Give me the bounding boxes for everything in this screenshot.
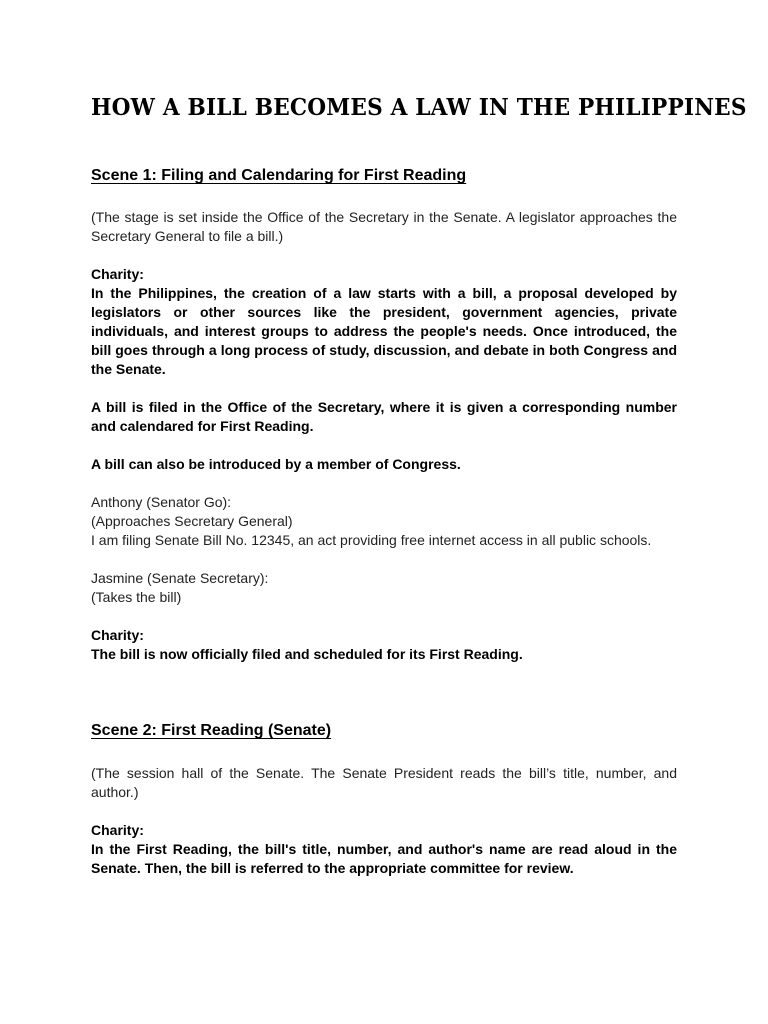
anthony-action: (Approaches Secretary General) — [91, 513, 293, 529]
jasmine-speaker-label: Jasmine (Senate Secretary): — [91, 570, 269, 586]
narrator-paragraph-congress: A bill can also be introduced by a member of Congress. — [91, 456, 461, 472]
narrator-paragraph-intro: In the Philippines, the creation of a law starts with a bill, a proposal developed by legislators or other sources like the president, government agencies, private individuals, and interest groups to address the people's needs. Once introduced, the bill goes through a long process of study, discussion, and debate in both Congress and the Senate. — [91, 285, 677, 377]
anthony-line: I am filing Senate Bill No. 12345, an act providing free internet access in all public schools. — [91, 532, 652, 548]
narrator-paragraph-filed: The bill is now officially filed and scheduled for its First Reading. — [91, 646, 523, 662]
narrator-paragraph-filing: A bill is filed in the Office of the Secretary, where it is given a corresponding number and calendared for First Reading. — [91, 399, 677, 434]
narrator-paragraph-first-reading: In the First Reading, the bill's title, number, and author's name are read aloud in the Senate. Then, the bill is referred to the appropriate committee for review. — [91, 841, 677, 876]
document-title: HOW A BILL BECOMES A LAW IN THE PHILIPPINES — [91, 94, 747, 121]
narrator-speaker-label: Charity: — [91, 627, 144, 643]
scene-1-stage-direction: (The stage is set inside the Office of the Secretary in the Senate. A legislator approaches the Secretary General to file a bill.) — [91, 209, 677, 244]
jasmine-action: (Takes the bill) — [91, 589, 182, 605]
scene-2-stage-direction: (The session hall of the Senate. The Senate President reads the bill’s title, number, and author.) — [91, 765, 677, 800]
scene-1-heading: Scene 1: Filing and Calendaring for First Reading — [91, 167, 467, 184]
narrator-speaker-label: Charity: — [91, 266, 144, 282]
narrator-speaker-label: Charity: — [91, 822, 144, 838]
anthony-speaker-label: Anthony (Senator Go): — [91, 494, 232, 510]
scene-2-heading: Scene 2: First Reading (Senate) — [91, 722, 332, 739]
